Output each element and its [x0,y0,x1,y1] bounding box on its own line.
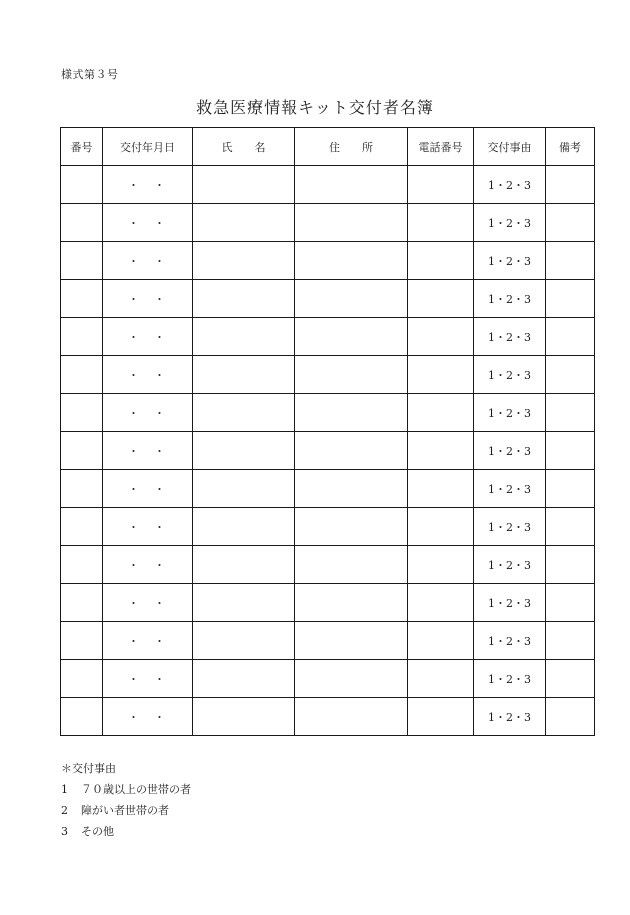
note-item-text: その他 [81,825,114,838]
number-cell [61,546,103,584]
header-name: 氏 名 [193,128,295,166]
reason-cell: 1・2・3 [474,584,546,622]
note-item-number: 3 [61,825,68,838]
address-cell [295,318,408,356]
number-cell [61,318,103,356]
table-row [61,318,595,356]
remarks-cell [546,166,595,204]
address-cell [295,698,408,736]
number-cell [61,622,103,660]
name-cell [193,508,295,546]
phone-cell [408,166,474,204]
reason-cell: 1・2・3 [474,470,546,508]
address-cell [295,584,408,622]
issue-date-cell: ・ ・ [103,242,193,280]
name-cell [193,470,295,508]
address-cell [295,204,408,242]
name-cell [193,584,295,622]
reason-cell: 1・2・3 [474,280,546,318]
note-item-number: 2 [61,804,68,817]
remarks-cell [546,242,595,280]
header-issue-date: 交付年月日 [103,128,193,166]
header-address: 住 所 [295,128,408,166]
phone-cell [408,394,474,432]
address-cell [295,622,408,660]
name-cell [193,394,295,432]
issue-date-cell: ・ ・ [103,660,193,698]
reason-cell: 1・2・3 [474,204,546,242]
remarks-cell [546,470,595,508]
name-cell [193,242,295,280]
issue-date-cell: ・ ・ [103,280,193,318]
table-header-row [61,128,595,166]
remarks-cell [546,356,595,394]
name-cell [193,204,295,242]
reason-cell: 1・2・3 [474,622,546,660]
issue-date-cell: ・ ・ [103,356,193,394]
issue-date-cell: ・ ・ [103,166,193,204]
form-number: 様式第３号 [61,68,119,81]
phone-cell [408,584,474,622]
remarks-cell [546,432,595,470]
table-row [61,508,595,546]
name-cell [193,660,295,698]
issue-date-cell: ・ ・ [103,470,193,508]
address-cell [295,356,408,394]
name-cell [193,280,295,318]
address-cell [295,470,408,508]
register-table [60,127,595,736]
address-cell [295,432,408,470]
phone-cell [408,660,474,698]
number-cell [61,584,103,622]
reason-cell: 1・2・3 [474,166,546,204]
table-row [61,470,595,508]
number-cell [61,660,103,698]
remarks-cell [546,204,595,242]
issue-date-cell: ・ ・ [103,432,193,470]
table-row [61,242,595,280]
notes-list [61,779,191,842]
table-row [61,280,595,318]
name-cell [193,698,295,736]
reason-cell: 1・2・3 [474,242,546,280]
address-cell [295,242,408,280]
table-row [61,698,595,736]
phone-cell [408,508,474,546]
table-row [61,356,595,394]
table-row [61,432,595,470]
phone-cell [408,318,474,356]
number-cell [61,508,103,546]
reason-cell: 1・2・3 [474,394,546,432]
issue-date-cell: ・ ・ [103,394,193,432]
note-item-number: 1 [61,783,68,796]
address-cell [295,546,408,584]
notes [61,758,191,842]
number-cell [61,242,103,280]
address-cell [295,508,408,546]
reason-cell: 1・2・3 [474,356,546,394]
name-cell [193,622,295,660]
phone-cell [408,470,474,508]
table-row [61,204,595,242]
remarks-cell [546,584,595,622]
table-row [61,622,595,660]
reason-cell: 1・2・3 [474,318,546,356]
remarks-cell [546,622,595,660]
remarks-cell [546,508,595,546]
header-reason: 交付事由 [474,128,546,166]
remarks-cell [546,546,595,584]
phone-cell [408,432,474,470]
issue-date-cell: ・ ・ [103,204,193,242]
phone-cell [408,204,474,242]
address-cell [295,660,408,698]
table-body [61,166,595,736]
table-row [61,546,595,584]
number-cell [61,394,103,432]
name-cell [193,356,295,394]
reason-cell: 1・2・3 [474,546,546,584]
name-cell [193,318,295,356]
reason-cell: 1・2・3 [474,698,546,736]
number-cell [61,470,103,508]
phone-cell [408,280,474,318]
remarks-cell [546,660,595,698]
phone-cell [408,356,474,394]
issue-date-cell: ・ ・ [103,318,193,356]
remarks-cell [546,318,595,356]
phone-cell [408,622,474,660]
issue-date-cell: ・ ・ [103,508,193,546]
address-cell [295,394,408,432]
number-cell [61,432,103,470]
note-item [61,800,191,821]
number-cell [61,280,103,318]
note-item [61,779,191,800]
phone-cell [408,546,474,584]
phone-cell [408,698,474,736]
table-row [61,166,595,204]
number-cell [61,166,103,204]
remarks-cell [546,280,595,318]
header-number: 番号 [61,128,103,166]
document-title: 救急医療情報キット交付者名簿 [196,98,434,117]
name-cell [193,166,295,204]
address-cell [295,280,408,318]
reason-cell: 1・2・3 [474,660,546,698]
number-cell [61,698,103,736]
remarks-cell [546,394,595,432]
issue-date-cell: ・ ・ [103,698,193,736]
table-row [61,660,595,698]
table-row [61,394,595,432]
header-phone: 電話番号 [408,128,474,166]
issue-date-cell: ・ ・ [103,622,193,660]
remarks-cell [546,698,595,736]
number-cell [61,204,103,242]
name-cell [193,546,295,584]
header-remarks: 備考 [546,128,595,166]
address-cell [295,166,408,204]
notes-heading: ＊交付事由 [61,762,116,775]
name-cell [193,432,295,470]
reason-cell: 1・2・3 [474,508,546,546]
reason-cell: 1・2・3 [474,432,546,470]
phone-cell [408,242,474,280]
issue-date-cell: ・ ・ [103,546,193,584]
note-item-text: ７０歳以上の世帯の者 [81,783,191,796]
number-cell [61,356,103,394]
table-row [61,584,595,622]
note-item-text: 障がい者世帯の者 [81,804,169,817]
note-item [61,821,191,842]
issue-date-cell: ・ ・ [103,584,193,622]
